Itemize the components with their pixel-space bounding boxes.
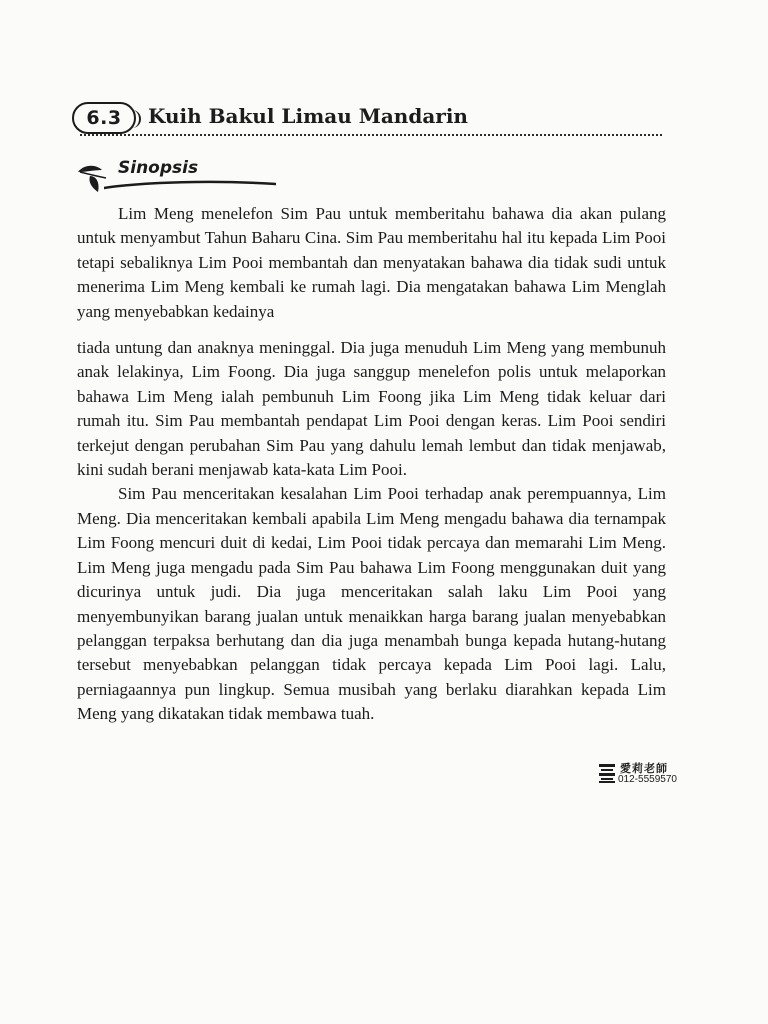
paragraph-1: Lim Meng menelefon Sim Pau untuk memberitahu bahawa dia akan pulang untuk menyambut Tahun Baharu Cina. Sim Pau memberitahu hal itu kepada Lim Pooi tetapi sebaliknya Lim Pooi membantah dan menyatakan bahawa dia tidak sudi untuk menerima Lim Meng kembali ke rumah lagi. Dia mengatakan bahawa Lim Menglah yang menyebabkan kedainya [77,204,666,321]
stamp-name: 愛莉老師 [620,762,668,775]
synopsis-body [77,202,666,727]
line-gap [77,324,666,336]
dotted-rule [80,134,662,136]
stamp-phone: 012-5559570 [618,774,677,785]
teacher-stamp [598,760,677,790]
section-number-badge: 6.3 [72,102,136,134]
sinopsis-label: Sinopsis [118,158,199,178]
chapter-heading [72,100,662,140]
paragraph-1-continued: tiada untung dan anaknya meninggal. Dia juga menuduh Lim Meng yang membunuh anak lelakinya, Lim Foong. Dia juga sanggup menelefon polis untuk melaporkan bahawa Lim Meng ialah pembunuh Lim Foong jika Lim Meng tidak keluar dari rumah itu. Sim Pau membantah pendapat Lim Pooi dengan keras. Lim Pooi sendiri terkejut dengan perubahan Sim Pau yang dahulu lemah lembut dan tidak menjawab, kini sudah berani menjawab kata-kata Lim Pooi. [77,338,666,480]
paragraph-2: Sim Pau menceritakan kesalahan Lim Pooi terhadap anak perempuannya, Lim Meng. Dia menceritakan kembali apabila Lim Meng mengadu bahawa dia ternampak Lim Foong mencuri duit di kedai, Lim Pooi tidak percaya dan memarahi Lim Meng. Lim Meng juga mengadu pada Sim Pau bahawa Lim Foong menggunakan duit yang dicurinya untuk judi. Dia juga menceritakan salah laku Lim Pooi yang menyembunyikan barang jualan untuk menaikkan harga barang jualan menyebabkan pelanggan terpaksa berhutang dan dia juga menambah bunga kepada hutang-hutang tersebut menyebabkan pelanggan tidak percaya kepada Lim Pooi lagi. Lalu, perniagaannya pun lingkup. Semua musibah yang berlaku diarahkan kepada Lim Meng yang dikatakan tidak membawa tuah. [77,484,666,724]
underline-swoosh [104,178,276,190]
sinopsis-header [76,158,276,194]
teacher-stamp-icon [598,762,616,784]
chapter-title: Kuih Bakul Limau Mandarin [148,104,468,128]
